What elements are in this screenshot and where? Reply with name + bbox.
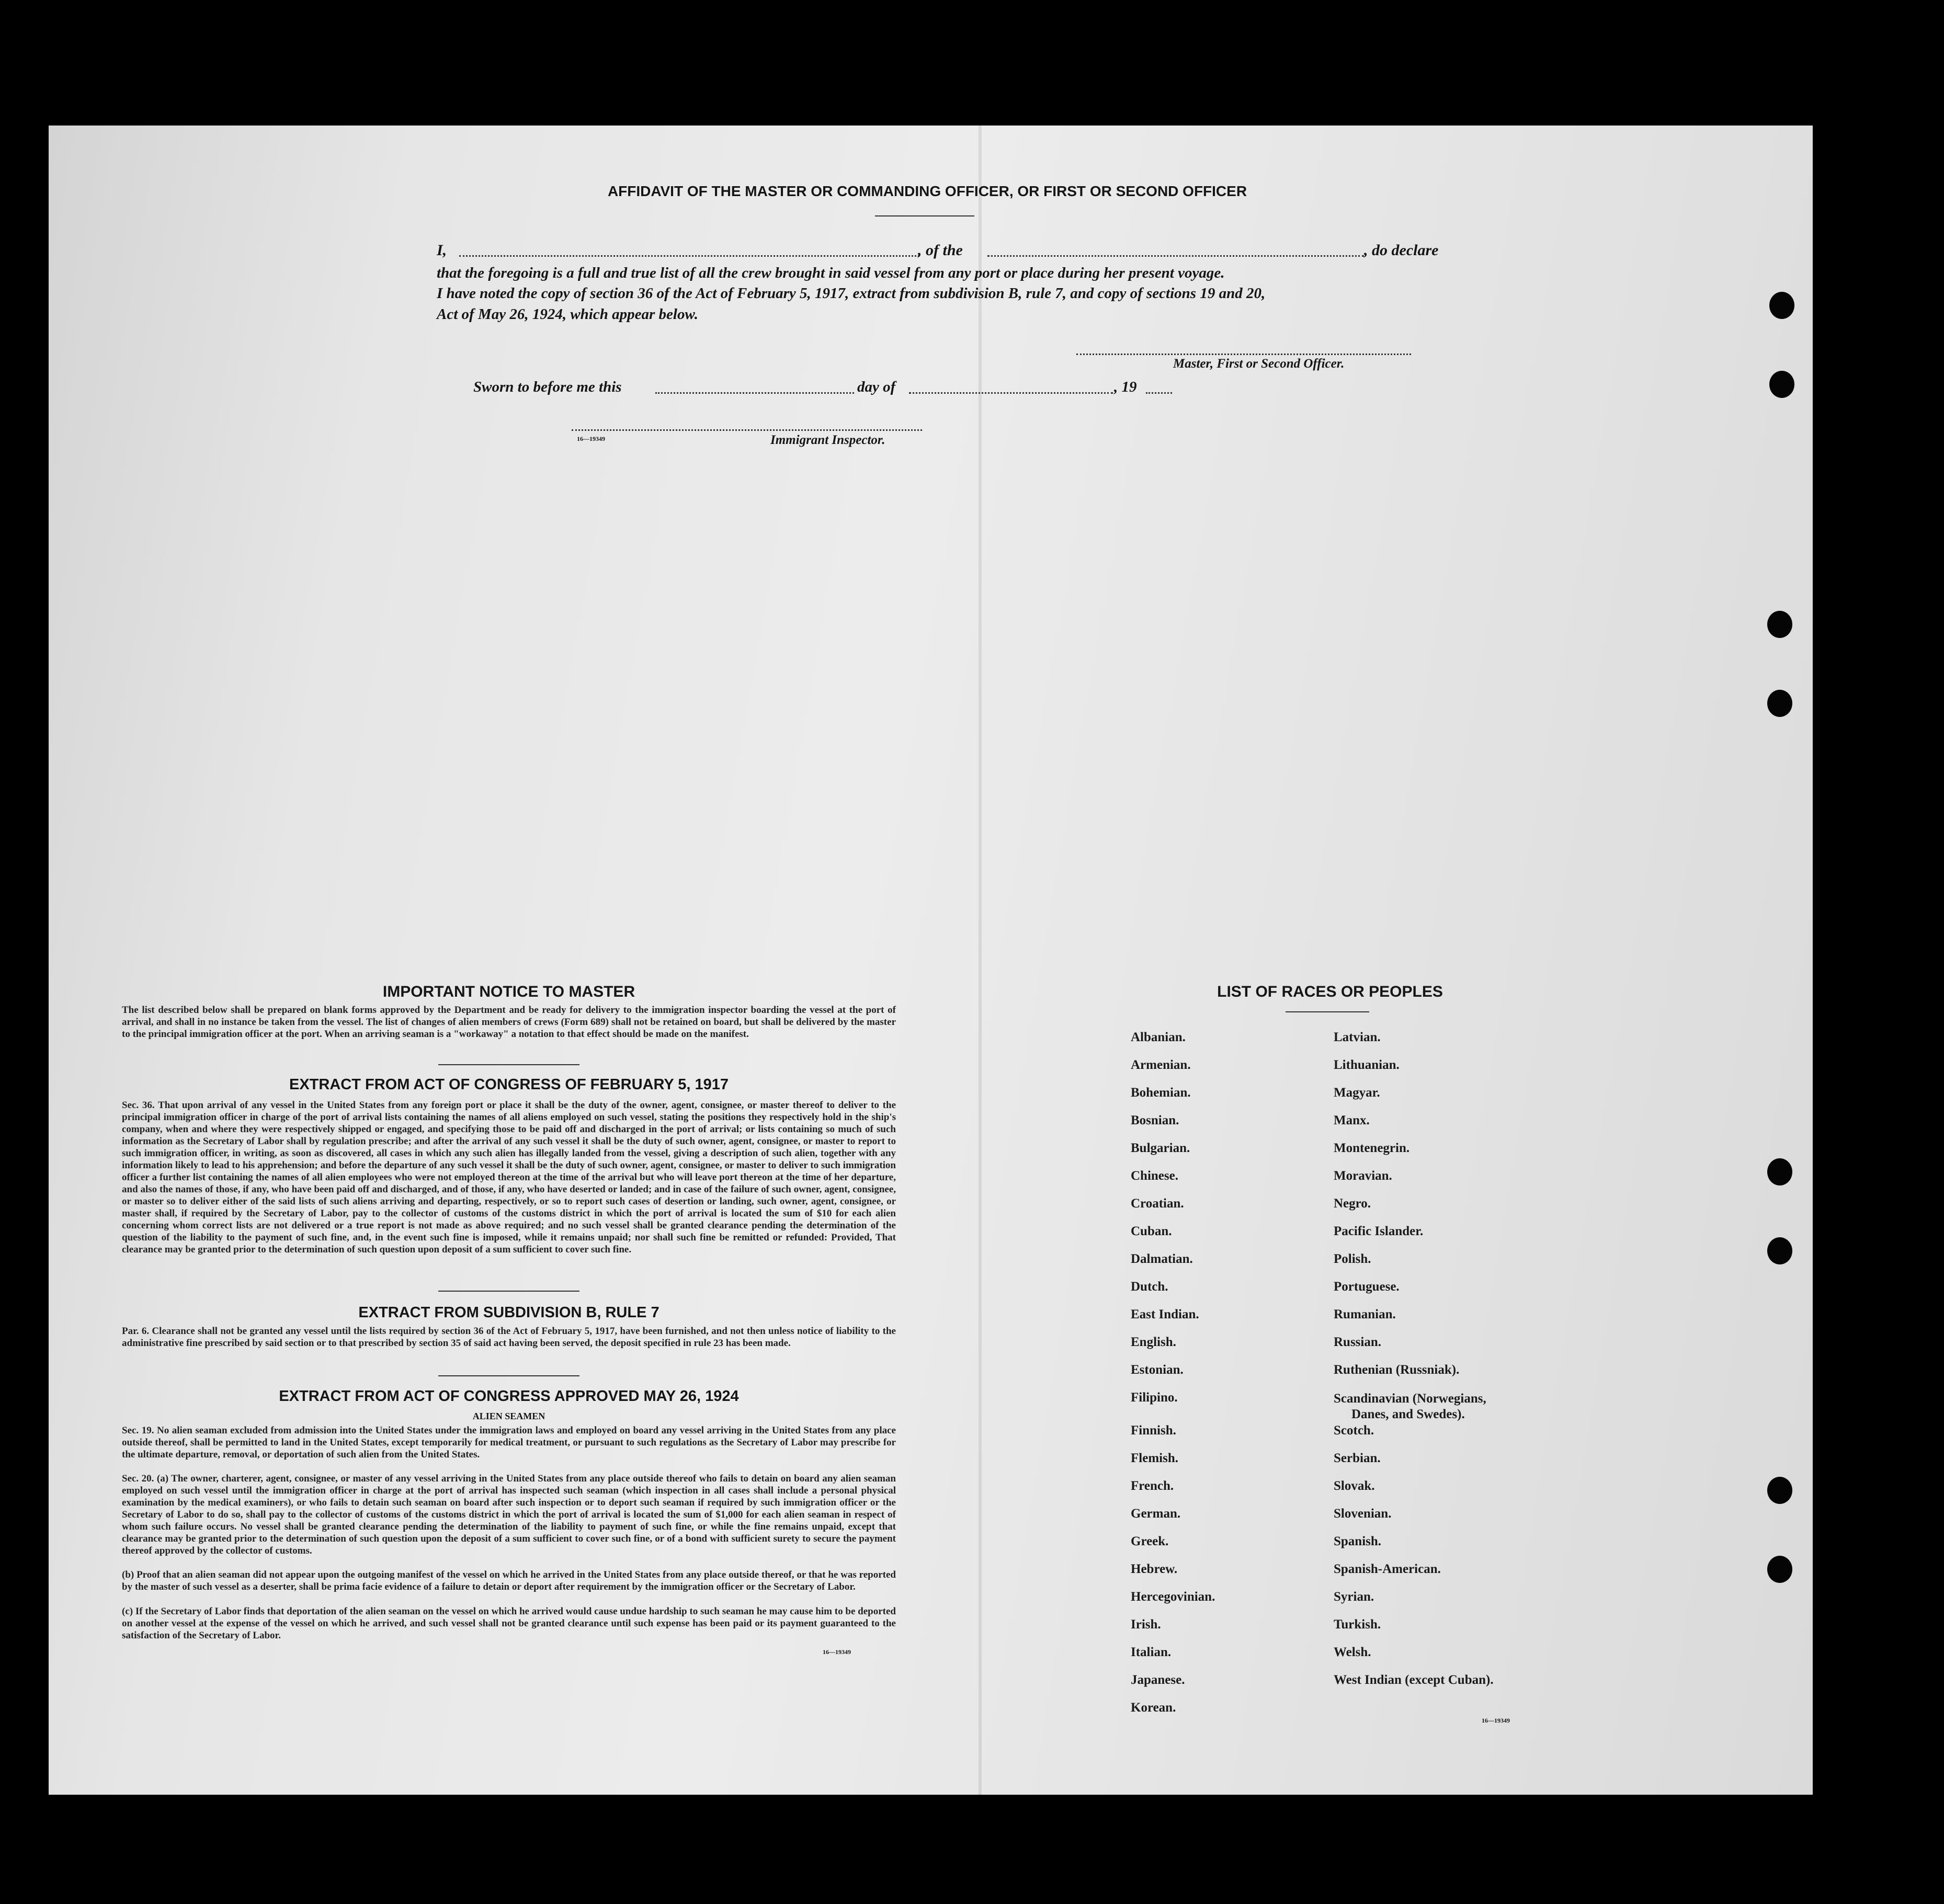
race-item: Russian.: [1334, 1335, 1382, 1349]
race-item: West Indian (except Cuban).: [1334, 1673, 1494, 1687]
race-item: English.: [1131, 1335, 1176, 1349]
race-item: Turkish.: [1334, 1617, 1381, 1632]
extract-1917-title: EXTRACT FROM ACT OF CONGRESS OF FEBRUARY 5, 1917: [289, 1076, 729, 1093]
punch-hole: [1767, 1158, 1792, 1185]
extract-1917-text: Sec. 36. That upon arrival of any vessel in the United States from any foreign port or place it shall be the duty of the owner, agent, consignee, or master thereof to deliver to the principal immigration officer in charge of the port of arrival lists containing the names of all aliens employed on such vessel, stating the positions they respectively hold in the ship's company, when and where they were respectively shipped or engaged, and specifying those to be paid off and discharged in the port of arrival; or lists containing so much of such information as the Secretary of Labor shall by regulation prescribe; and after the arrival of any such vessel it shall be the duty of such owner, agent, consignee, or master to report to such immigration officer, in writing, as soon as discovered, all cases in which any such alien has illegally landed from the vessel, giving a description of such alien, together with any information likely to lead to his apprehension; and before the departure of any such vessel it shall be the duty of such owner, agent, consignee, or master to deliver to such immigration officer a further list containing the names of all alien employees who were not employed thereon at the time of the arrival but who will leave port thereon at the time of her departure, and also the names of those, if any, who have been paid off and discharged, and of those, if any, who have deserted or landed; and in case of the failure of such owner, agent, consignee, or master so to deliver either of the said lists of such aliens arriving and departing, respectively, or so to report such cases of desertion or landing, such owner, agent, consignee, or master shall, if required by the Secretary of Labor, pay to the collector of customs of the customs district in which the port of arrival is located the sum of $10 for each alien concerning whom correct lists are not delivered or a true report is not made as above required; and no such vessel shall be granted clearance pending the determination of the question of the liability to the payment of such fine, and, in the event such fine is imposed, while it remains unpaid; nor shall such fine be remitted or refunded: Provided, That clearance may be granted prior to the determination of such question upon deposit of a sum sufficient to cover such fine.: [122, 1100, 896, 1255]
divider: [875, 215, 974, 216]
race-item: Bohemian.: [1131, 1086, 1191, 1100]
race-item: Hercegovinian.: [1131, 1590, 1215, 1604]
document-page: [49, 126, 1813, 1795]
vessel-blank[interactable]: [987, 255, 1364, 257]
rule7-title: EXTRACT FROM SUBDIVISION B, RULE 7: [358, 1304, 660, 1321]
punch-hole: [1767, 1477, 1792, 1504]
race-item: Korean.: [1131, 1701, 1176, 1715]
inspector-signature-line[interactable]: [572, 429, 922, 431]
name-blank[interactable]: [459, 255, 919, 257]
notice-text: The list described below shall be prepared on blank forms approved by the Department and be ready for delivery to the immigration inspector boarding the vessel at the port of arrival, and shall in no instance be taken from the vessel. The list of changes of alien members of crews (Form 689) shall not be retained on board, but shall be delivered by the master to the principal immigration officer at the port. When an arriving seaman is a "workaway" a notation to that effect should be made on the manifest.: [122, 1005, 896, 1040]
race-item: French.: [1131, 1479, 1174, 1493]
race-item: Latvian.: [1334, 1030, 1381, 1044]
races-title: LIST OF RACES OR PEOPLES: [1217, 983, 1443, 1000]
master-label: Master, First or Second Officer.: [1173, 357, 1345, 371]
affidavit-of-the: , of the: [918, 242, 963, 259]
race-item: Albanian.: [1131, 1030, 1186, 1044]
alien-seamen-subtitle: ALIEN SEAMEN: [472, 1411, 545, 1421]
race-item: Italian.: [1131, 1645, 1172, 1659]
affidavit-i: I,: [437, 242, 447, 259]
race-item: Finnish.: [1131, 1423, 1176, 1438]
form-number-races: 16—19349: [1482, 1717, 1510, 1724]
race-item: Estonian.: [1131, 1363, 1184, 1377]
race-item: Syrian.: [1334, 1590, 1374, 1604]
race-item: Welsh.: [1334, 1645, 1371, 1659]
race-item: Japanese.: [1131, 1673, 1185, 1687]
race-item: Flemish.: [1131, 1451, 1178, 1465]
punch-hole: [1767, 1237, 1792, 1264]
race-item: Bosnian.: [1131, 1113, 1179, 1127]
race-item: Croatian.: [1131, 1196, 1184, 1211]
race-item: Dutch.: [1131, 1280, 1168, 1294]
sworn-text: Sworn to before me this: [473, 379, 622, 395]
divider: [1286, 1011, 1369, 1012]
form-number-bottom: 16—19349: [823, 1648, 851, 1656]
year-blank[interactable]: [1146, 392, 1172, 394]
race-item: Greek.: [1131, 1534, 1169, 1548]
race-item: Scotch.: [1334, 1423, 1374, 1438]
race-item: Lithuanian.: [1334, 1058, 1400, 1072]
year-text: , 19: [1114, 379, 1137, 395]
race-item: Danes, and Swedes).: [1351, 1407, 1465, 1421]
affidavit-title: AFFIDAVIT OF THE MASTER OR COMMANDING OFFICER, OR FIRST OR SECOND OFFICER: [607, 183, 1247, 199]
race-item: Spanish.: [1334, 1534, 1382, 1548]
day-of-text: day of: [857, 379, 896, 395]
punch-hole: [1767, 690, 1792, 717]
race-item: Filipino.: [1131, 1390, 1178, 1405]
race-item: Polish.: [1334, 1252, 1371, 1266]
month-blank[interactable]: [909, 392, 1113, 394]
center-fold: [979, 126, 982, 1795]
race-item: German.: [1131, 1507, 1181, 1521]
race-item: Irish.: [1131, 1617, 1161, 1632]
inspector-label: Immigrant Inspector.: [770, 433, 885, 447]
affidavit-line3: I have noted the copy of section 36 of the Act of February 5, 1917, extract from subdivision B, rule 7, and copy of sections 19 and 20,: [437, 285, 1266, 302]
affidavit-declare: , do declare: [1364, 242, 1439, 259]
race-item: Cuban.: [1131, 1224, 1172, 1238]
race-item: Slovenian.: [1334, 1507, 1392, 1521]
affidavit-line4: Act of May 26, 1924, which appear below.: [437, 306, 698, 323]
race-item: Slovak.: [1334, 1479, 1375, 1493]
race-item: Portuguese.: [1334, 1280, 1400, 1294]
race-item: Scandinavian (Norwegians,: [1334, 1392, 1486, 1406]
race-item: Moravian.: [1334, 1169, 1392, 1183]
race-item: Pacific Islander.: [1334, 1224, 1424, 1238]
divider: [438, 1064, 579, 1065]
race-item: Bulgarian.: [1131, 1141, 1190, 1155]
sec20b-text: (b) Proof that an alien seaman did not appear upon the outgoing manifest of the vessel on which he arrived in the United States from any place outside thereof, or that he was reported by the master of such vessel as a deserter, shall be prima facie evidence of a failure to detain or deport after requirement by the immigration officer or the Secretary of Labor.: [122, 1569, 896, 1592]
race-item: Magyar.: [1334, 1086, 1380, 1100]
race-item: Dalmatian.: [1131, 1252, 1193, 1266]
race-item: Serbian.: [1334, 1451, 1381, 1465]
extract-1924-title: EXTRACT FROM ACT OF CONGRESS APPROVED MAY 26, 1924: [279, 1388, 739, 1405]
form-number-top: 16—19349: [577, 435, 605, 442]
race-item: Negro.: [1334, 1196, 1371, 1211]
race-item: East Indian.: [1131, 1307, 1199, 1321]
divider: [438, 1291, 579, 1292]
master-signature-line[interactable]: [1076, 354, 1411, 355]
divider: [438, 1375, 579, 1376]
punch-hole: [1769, 292, 1794, 319]
race-item: Manx.: [1334, 1113, 1370, 1127]
punch-hole: [1769, 371, 1794, 398]
race-item: Chinese.: [1131, 1169, 1178, 1183]
sec20a-text: Sec. 20. (a) The owner, charterer, agent, consignee, or master of any vessel arriving in the United States from any place outside thereof who fails to detain on board any alien seaman employed on such vessel until the immigration officer in charge at the port of arrival has inspected such seaman (which inspection in all cases shall include a personal physical examination by the medical examiners), or who fails to detain such seaman on board after such inspection or to deport such seaman if required by such immigration officer or the Secretary of Labor to do so, shall pay to the collector of customs of the customs district in which the port of arrival is located the sum of $1,000 for each alien seaman in respect of whom such failure occurs. No vessel shall be granted clearance pending the determination of the liability to payment of such fine, or while the fine remains unpaid, except that clearance may be granted prior to the determination of such question upon the deposit of a sum sufficient to cover such fine, or of a bond with sufficient surety to secure the payment thereof approved by the collector of customs.: [122, 1473, 896, 1556]
punch-hole: [1767, 1556, 1792, 1583]
sec19-text: Sec. 19. No alien seaman excluded from admission into the United States under the immigration laws and employed on board any vessel arriving in the United States from any place outside thereof, shall be permitted to land in the United States, except temporarily for medical treatment, or pursuant to such regulations as the Secretary of Labor may prescribe for the ultimate departure, removal, or deportation of such alien from the United States.: [122, 1425, 896, 1460]
race-item: Spanish-American.: [1334, 1562, 1441, 1576]
race-item: Hebrew.: [1131, 1562, 1178, 1576]
race-item: Rumanian.: [1334, 1307, 1396, 1321]
race-item: Armenian.: [1131, 1058, 1191, 1072]
punch-hole: [1767, 611, 1792, 638]
affidavit-line2: that the foregoing is a full and true list of all the crew brought in said vessel from any port or place during her present voyage.: [437, 265, 1225, 281]
notice-title: IMPORTANT NOTICE TO MASTER: [382, 983, 635, 1000]
race-item: Montenegrin.: [1334, 1141, 1410, 1155]
rule7-text: Par. 6. Clearance shall not be granted any vessel until the lists required by section 36 of the Act of February 5, 1917, have been furnished, and not then unless notice of liability to the administrative fine prescribed by said section or to that prescribed by section 35 of said act having been served, the deposit specified in rule 23 has been made.: [122, 1326, 896, 1349]
race-item: Ruthenian (Russniak).: [1334, 1363, 1460, 1377]
day-blank[interactable]: [655, 392, 854, 394]
sec20c-text: (c) If the Secretary of Labor finds that deportation of the alien seaman on the vessel on which he arrived would cause undue hardship to such seaman he may cause him to be deported on another vessel at the expense of the vessel on which he arrived, and such vessel shall not be granted clearance until such expense has been paid or its payment guaranteed to the satisfaction of the Secretary of Labor.: [122, 1606, 896, 1641]
